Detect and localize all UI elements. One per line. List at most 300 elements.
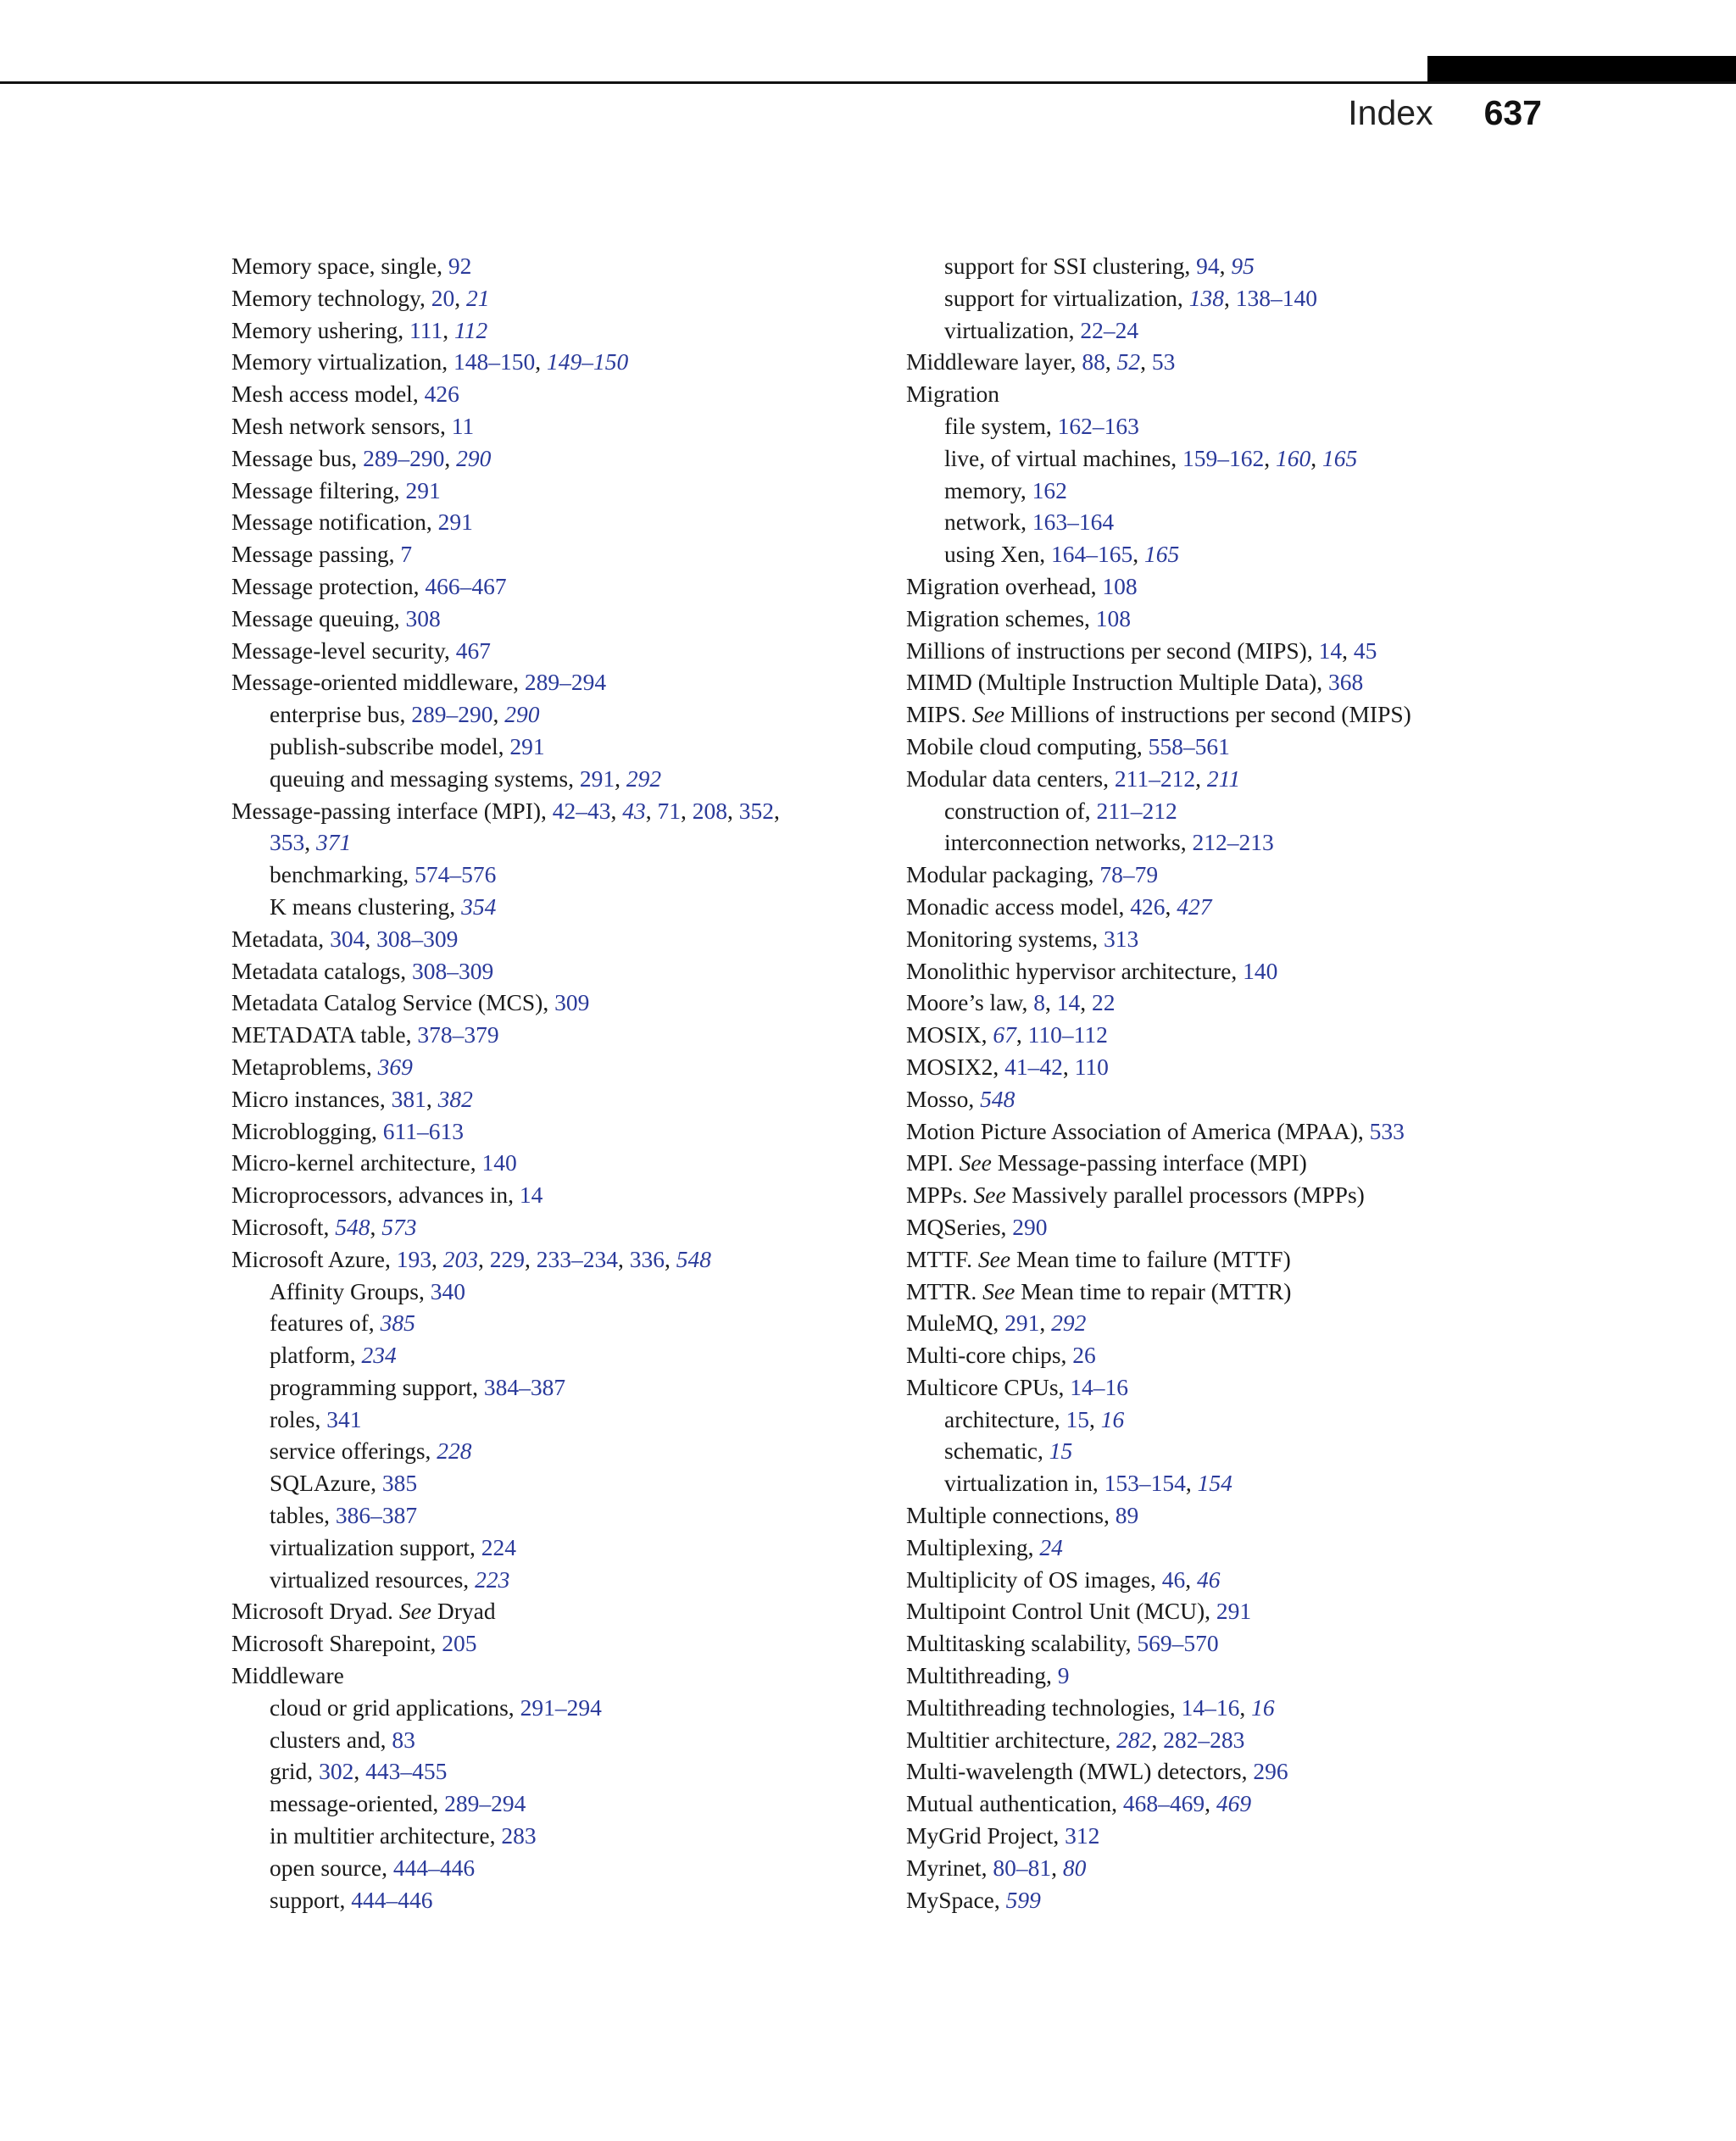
entry-text: support for virtualization,	[944, 284, 1189, 311]
page-reference-link[interactable]: 340	[430, 1277, 465, 1304]
page-reference-link[interactable]: 369	[377, 1053, 413, 1080]
page-reference-link[interactable]: 353	[270, 829, 305, 856]
index-subentry	[906, 282, 1533, 314]
index-subentry	[231, 1724, 859, 1756]
page-reference-link[interactable]: 16	[1251, 1693, 1275, 1721]
index-entry	[906, 1115, 1533, 1148]
page-reference-link[interactable]: 211–212	[1114, 765, 1196, 792]
page-reference-link[interactable]: 304	[330, 925, 365, 952]
entry-text: ,	[618, 1245, 630, 1272]
index-subentry	[231, 1532, 859, 1564]
index-entry	[231, 1051, 859, 1083]
entry-text: Message queuing,	[231, 604, 406, 631]
page-reference-link[interactable]: 211–212	[1096, 797, 1177, 824]
header-rule	[0, 81, 1736, 84]
entry-text: Millions of instructions per second (MIPS),	[906, 637, 1319, 664]
entry-text: schematic,	[944, 1438, 1049, 1465]
entry-text: ,	[525, 1245, 537, 1272]
page-reference-link[interactable]: 302	[319, 1758, 354, 1785]
page-reference-link[interactable]: 385	[380, 1310, 415, 1337]
page-reference-link[interactable]: 149–150	[546, 348, 629, 375]
entry-text: ,	[1310, 444, 1323, 471]
page-reference-link[interactable]: 205	[442, 1630, 477, 1657]
index-entry	[231, 282, 859, 314]
page-reference-link[interactable]: 8	[1033, 989, 1045, 1016]
entry-text: Migration	[906, 381, 999, 408]
index-entry	[906, 987, 1533, 1019]
page-reference-link[interactable]: 46	[1161, 1565, 1186, 1593]
page-reference-link[interactable]: 381	[391, 1085, 426, 1112]
page-reference-link[interactable]: 290	[1012, 1213, 1048, 1240]
page-reference-link[interactable]: 95	[1231, 253, 1255, 279]
page-reference-link[interactable]: 14–16	[1070, 1373, 1129, 1400]
page-reference-link[interactable]: 574–576	[415, 861, 497, 888]
entry-text: Modular data centers,	[906, 765, 1115, 792]
page-reference-link[interactable]: 110	[1074, 1053, 1109, 1080]
page-reference-link[interactable]: 154	[1197, 1470, 1232, 1497]
entry-text: MIPS.	[906, 701, 972, 728]
index-subentry	[231, 1307, 859, 1339]
entry-text: MIMD (Multiple Instruction Multiple Data),	[906, 669, 1328, 696]
index-entry	[231, 1115, 859, 1148]
page-reference-link[interactable]: 223	[475, 1565, 510, 1593]
entry-text: Mosso,	[906, 1085, 981, 1112]
entry-text: in multitier architecture,	[270, 1822, 502, 1849]
page-reference-link[interactable]: 203	[442, 1245, 478, 1272]
page-reference-link[interactable]: 289–294	[444, 1790, 526, 1817]
page-reference-link[interactable]: 159–162	[1182, 444, 1265, 471]
entry-text: queuing and messaging systems,	[270, 765, 580, 792]
page-reference-link[interactable]: 112	[454, 316, 488, 343]
entry-text: ,	[304, 829, 316, 856]
index-entry	[906, 1884, 1533, 1916]
page-reference-link[interactable]: 292	[1051, 1310, 1087, 1337]
index-entry	[231, 603, 859, 635]
page-reference-link[interactable]: 80–81	[993, 1854, 1052, 1881]
page-reference-link[interactable]: 92	[448, 253, 472, 279]
entry-text: ,	[1264, 444, 1277, 471]
page-reference-link[interactable]: 94	[1196, 253, 1220, 279]
page-reference-link[interactable]: 352	[738, 797, 775, 824]
entry-text: ,	[444, 444, 457, 471]
index-subentry	[231, 1339, 859, 1371]
index-entry	[231, 955, 859, 987]
index-column-right	[906, 250, 1533, 1916]
page-reference-link[interactable]: 45	[1353, 637, 1377, 664]
page-reference-link[interactable]: 15	[1049, 1438, 1073, 1465]
index-subentry	[231, 1564, 859, 1596]
page-reference-link[interactable]: 193	[396, 1245, 431, 1272]
entry-text: Myrinet,	[906, 1854, 993, 1881]
index-subentry	[231, 1276, 859, 1308]
entry-text: ,	[1239, 1693, 1252, 1721]
entry-text: MyGrid Project,	[906, 1822, 1066, 1849]
entry-text: Affinity Groups,	[270, 1277, 431, 1304]
page-reference-link[interactable]: 569–570	[1137, 1630, 1219, 1657]
page-reference-link[interactable]: 14	[1318, 637, 1343, 664]
page-reference-link[interactable]: 291	[405, 476, 441, 503]
entry-text: Migration schemes,	[906, 604, 1096, 631]
entry-text: Multitier architecture,	[906, 1726, 1117, 1753]
page-reference-link[interactable]: 368	[1327, 669, 1364, 696]
index-subentry	[231, 1820, 859, 1852]
index-entry	[906, 1532, 1533, 1564]
page-reference-link[interactable]: 14–16	[1181, 1693, 1240, 1721]
page-reference-link[interactable]: 89	[1115, 1502, 1139, 1529]
page-reference-link[interactable]: 165	[1322, 444, 1358, 471]
page-reference-link[interactable]: 208	[692, 797, 728, 824]
entry-text: Modular packaging,	[906, 861, 1100, 888]
entry-text: MuleMQ,	[906, 1310, 1005, 1337]
entry-text: using Xen,	[944, 541, 1052, 568]
index-subentry	[231, 1884, 859, 1916]
entry-text: MySpace,	[906, 1886, 1006, 1913]
section-title: Index	[1348, 93, 1433, 132]
page-reference-link[interactable]: 309	[554, 989, 590, 1016]
entry-text: Message-oriented middleware,	[231, 669, 525, 696]
entry-text: virtualized resources,	[270, 1565, 476, 1593]
page-reference-link[interactable]: 291–294	[520, 1693, 602, 1721]
page-reference-link[interactable]: 308	[405, 604, 441, 631]
index-entry	[231, 410, 859, 442]
entry-text: platform,	[270, 1342, 362, 1369]
index-entry	[906, 1692, 1533, 1724]
page-reference-link[interactable]: 426	[1130, 893, 1166, 920]
page-reference-link[interactable]: 21	[466, 284, 490, 311]
entry-text: Mesh access model,	[231, 381, 425, 408]
page-reference-link[interactable]: 371	[316, 829, 352, 856]
page-reference-link[interactable]: 292	[626, 765, 662, 792]
page-reference-link[interactable]: 282–283	[1163, 1726, 1245, 1753]
see-reference-label: See	[971, 701, 1005, 728]
entry-text: Memory ushering,	[231, 316, 410, 343]
entry-text: support for SSI clustering,	[944, 253, 1197, 279]
page-reference-link[interactable]: 308–309	[376, 925, 459, 952]
entry-text: Mesh network sensors,	[231, 412, 452, 439]
entry-text: Middleware	[231, 1662, 344, 1689]
index-subentry	[231, 891, 859, 923]
entry-text: Multi-wavelength (MWL) detectors,	[906, 1758, 1254, 1785]
page-reference-link[interactable]: 224	[481, 1533, 516, 1560]
entry-text: METADATA table,	[231, 1021, 418, 1048]
page-reference-link[interactable]: 14	[519, 1182, 543, 1209]
page-reference-link[interactable]: 80	[1062, 1854, 1087, 1881]
entry-text: ,	[364, 925, 377, 952]
entry-text: network,	[944, 509, 1032, 536]
index-subentry	[906, 538, 1533, 570]
entry-text: ,	[535, 348, 547, 375]
index-entry	[231, 923, 859, 955]
page-reference-link[interactable]: 164–165	[1051, 541, 1133, 568]
entry-text: message-oriented,	[270, 1790, 445, 1817]
entry-text: Message passing,	[231, 541, 401, 568]
entry-text: Micro-kernel architecture,	[231, 1149, 482, 1176]
index-entry	[906, 1211, 1533, 1243]
index-subentry	[906, 1435, 1533, 1467]
index-subentry	[906, 506, 1533, 538]
page-reference-link[interactable]: 148–150	[453, 348, 536, 375]
page-reference-link[interactable]: 469	[1216, 1790, 1252, 1817]
entry-text: Mean time to failure (MTTF)	[1010, 1245, 1291, 1272]
page-reference-link[interactable]: 153–154	[1104, 1470, 1186, 1497]
page-reference-link[interactable]: 282	[1116, 1726, 1152, 1753]
entry-text: ,	[681, 797, 693, 824]
page-reference-link[interactable]: 386–387	[335, 1502, 418, 1529]
page-reference-link[interactable]: 444–446	[392, 1854, 476, 1881]
see-reference-label: See	[977, 1245, 1011, 1272]
page-reference-link[interactable]: 444–446	[351, 1886, 433, 1913]
page-reference-link[interactable]: 291	[437, 509, 473, 536]
index-subentry	[231, 1755, 859, 1788]
page-reference-link[interactable]: 443–455	[365, 1758, 448, 1785]
page-reference-link[interactable]: 234	[361, 1342, 397, 1369]
entry-text: Message filtering,	[231, 476, 406, 503]
entry-text: ,	[1140, 348, 1152, 375]
index-subentry	[231, 1692, 859, 1724]
page-reference-link[interactable]: 466–467	[425, 572, 507, 599]
entry-text: ,	[1185, 1470, 1198, 1497]
page-reference-link[interactable]: 548	[335, 1213, 370, 1240]
page-reference-link[interactable]: 83	[392, 1726, 415, 1753]
index-entry	[231, 666, 859, 698]
page-reference-link[interactable]: 20	[431, 284, 455, 311]
entry-text: ,	[1051, 1854, 1063, 1881]
page-reference-link[interactable]: 52	[1116, 348, 1141, 375]
entry-text: grid,	[270, 1758, 320, 1785]
entry-text: ,	[1015, 1021, 1028, 1048]
entry-text: ,	[774, 797, 780, 824]
page-reference-link[interactable]: 385	[381, 1470, 418, 1497]
see-reference-label: See	[973, 1182, 1006, 1209]
page-reference-link[interactable]: 289–290	[411, 701, 493, 728]
page-reference-link[interactable]: 53	[1151, 348, 1176, 375]
entry-text: features of,	[270, 1310, 381, 1337]
page-reference-link[interactable]: 291	[509, 732, 545, 759]
page-reference-link[interactable]: 296	[1253, 1758, 1288, 1785]
entry-text: publish-subscribe model,	[270, 732, 510, 759]
index-entry	[906, 1051, 1533, 1083]
page-reference-link[interactable]: 558–561	[1148, 732, 1230, 759]
entry-text: MQSeries,	[906, 1213, 1013, 1240]
entry-text: architecture,	[944, 1405, 1066, 1432]
index-entry-continuation	[231, 826, 859, 859]
entry-text: cloud or grid applications,	[270, 1693, 520, 1721]
page-reference-link[interactable]: 382	[437, 1085, 473, 1112]
page-reference-link[interactable]: 7	[400, 541, 413, 568]
page-reference-link[interactable]: 88	[1082, 348, 1105, 375]
index-subentry	[906, 795, 1533, 827]
page-reference-link[interactable]: 140	[481, 1149, 517, 1176]
index-entry	[231, 635, 859, 667]
page-reference-link[interactable]: 15	[1066, 1405, 1090, 1432]
entry-text: Multiplexing,	[906, 1533, 1040, 1560]
entry-text: Memory technology,	[231, 284, 431, 311]
see-reference-label: See	[982, 1277, 1015, 1304]
page-reference-link[interactable]: 611–613	[382, 1117, 464, 1144]
entry-text: ,	[442, 316, 455, 343]
page-reference-link[interactable]: 108	[1102, 572, 1138, 599]
page-reference-link[interactable]: 67	[993, 1021, 1016, 1048]
entry-text: ,	[1151, 1726, 1164, 1753]
index-entry	[906, 1243, 1533, 1276]
page-reference-link[interactable]: 11	[451, 412, 475, 439]
index-subentry	[231, 859, 859, 891]
entry-text: Metadata Catalog Service (MCS),	[231, 989, 555, 1016]
entry-text: support,	[270, 1886, 352, 1913]
page-reference-link[interactable]: 283	[501, 1822, 537, 1849]
page-reference-link[interactable]: 165	[1144, 541, 1180, 568]
entry-text: SQLAzure,	[270, 1470, 382, 1497]
see-reference-label: See	[959, 1149, 992, 1176]
index-entry	[906, 1019, 1533, 1051]
page-reference-link[interactable]: 9	[1057, 1662, 1070, 1689]
entry-text: Multitasking scalability,	[906, 1630, 1138, 1657]
page-reference-link[interactable]: 162	[1032, 476, 1067, 503]
entry-text: Message-passing interface (MPI),	[231, 797, 553, 824]
entry-text: ,	[1089, 1405, 1101, 1432]
index-entry	[231, 1211, 859, 1243]
page-reference-link[interactable]: 46	[1196, 1565, 1221, 1593]
page-reference-link[interactable]: 160	[1276, 444, 1311, 471]
entry-text: ,	[1205, 1790, 1216, 1817]
index-entry	[906, 763, 1533, 795]
see-reference-label: See	[398, 1598, 431, 1625]
page-reference-link[interactable]: 229	[489, 1245, 525, 1272]
entry-text: ,	[727, 797, 739, 824]
page-reference-link[interactable]: 341	[326, 1405, 362, 1432]
page-reference-link[interactable]: 110–112	[1027, 1021, 1108, 1048]
index-subentry	[906, 475, 1533, 507]
page-reference-link[interactable]: 599	[1005, 1886, 1041, 1913]
page-reference-link[interactable]: 548	[676, 1245, 711, 1272]
entry-text: Microsoft Dryad.	[231, 1598, 399, 1625]
entry-text: benchmarking,	[270, 861, 415, 888]
page-reference-link[interactable]: 22–24	[1080, 316, 1139, 343]
index-entry	[906, 698, 1533, 731]
index-entry	[906, 1724, 1533, 1756]
page-reference-link[interactable]: 138–140	[1235, 284, 1317, 311]
page-reference-link[interactable]: 426	[424, 381, 459, 408]
page-reference-link[interactable]: 212–213	[1192, 829, 1274, 856]
page-reference-link[interactable]: 468–469	[1122, 1790, 1205, 1817]
page-reference-link[interactable]: 24	[1039, 1533, 1063, 1560]
page-reference-link[interactable]: 291	[1216, 1598, 1252, 1625]
entry-text: memory,	[944, 476, 1032, 503]
index-subentry	[231, 1371, 859, 1404]
index-entry	[906, 859, 1533, 891]
page-reference-link[interactable]: 22	[1091, 989, 1116, 1016]
page-reference-link[interactable]: 533	[1369, 1117, 1405, 1144]
page-reference-link[interactable]: 289–290	[363, 444, 445, 471]
entry-text: ,	[1132, 541, 1145, 568]
index-entry	[906, 1147, 1533, 1179]
entry-text: ,	[1185, 1565, 1197, 1593]
index-entry	[906, 1627, 1533, 1660]
entry-text: Monolithic hypervisor architecture,	[906, 957, 1244, 984]
page-reference-link[interactable]: 42–43	[552, 797, 611, 824]
page-reference-link[interactable]: 548	[980, 1085, 1015, 1112]
index-entry	[906, 1083, 1533, 1115]
page-reference-link[interactable]: 290	[456, 444, 492, 471]
entry-text: ,	[353, 1758, 366, 1785]
page-reference-link[interactable]: 354	[461, 893, 497, 920]
index-entry	[231, 795, 859, 827]
page-reference-link[interactable]: 163–164	[1032, 509, 1115, 536]
index-subentry	[231, 698, 859, 731]
entry-text: interconnection networks,	[944, 829, 1193, 856]
entry-text: Monadic access model,	[906, 893, 1131, 920]
index-entry	[231, 1147, 859, 1179]
page-reference-link[interactable]: 228	[437, 1438, 472, 1465]
page-reference-link[interactable]: 138	[1188, 284, 1224, 311]
page-number: 637	[1483, 93, 1542, 132]
index-entry	[231, 475, 859, 507]
page-reference-link[interactable]: 336	[629, 1245, 665, 1272]
entry-text: Dryad	[431, 1598, 496, 1625]
page-reference-link[interactable]: 573	[381, 1213, 417, 1240]
page-reference-link[interactable]: 14	[1056, 989, 1081, 1016]
page-reference-link[interactable]: 26	[1072, 1342, 1096, 1369]
index-entry	[231, 1019, 859, 1051]
page-reference-link[interactable]: 291	[579, 765, 615, 792]
page-reference-link[interactable]: 291	[1004, 1310, 1040, 1337]
page-reference-link[interactable]: 211	[1206, 765, 1241, 792]
index-entry	[231, 506, 859, 538]
index-entry	[231, 987, 859, 1019]
entry-text: ,	[1219, 253, 1232, 279]
index-entry	[906, 731, 1533, 763]
page-reference-link[interactable]: 312	[1065, 1822, 1100, 1849]
index-entry	[906, 1179, 1533, 1211]
index-entry	[231, 250, 859, 282]
page-reference-link[interactable]: 378–379	[417, 1021, 499, 1048]
page-reference-link[interactable]: 111	[409, 316, 443, 343]
page-reference-link[interactable]: 140	[1243, 957, 1278, 984]
page-reference-link[interactable]: 41–42	[1004, 1053, 1063, 1080]
page-reference-link[interactable]: 71	[657, 797, 682, 824]
index-entry	[906, 1276, 1533, 1308]
index-subentry	[906, 1467, 1533, 1499]
entry-text: Mutual authentication,	[906, 1790, 1123, 1817]
index-entry	[906, 1660, 1533, 1692]
index-subentry	[231, 1852, 859, 1884]
page-reference-link[interactable]: 427	[1177, 893, 1212, 920]
page-reference-link[interactable]: 78–79	[1099, 861, 1159, 888]
entry-text: ,	[1080, 989, 1092, 1016]
page-reference-link[interactable]: 233–234	[536, 1245, 618, 1272]
entry-text: Migration overhead,	[906, 572, 1103, 599]
running-head	[1348, 93, 1542, 144]
page-reference-link[interactable]: 43	[622, 797, 646, 824]
page-reference-link[interactable]: 290	[504, 701, 540, 728]
index-entry	[231, 1627, 859, 1660]
entry-text: tables,	[270, 1502, 336, 1529]
page-reference-link[interactable]: 308–309	[412, 957, 494, 984]
page-reference-link[interactable]: 467	[455, 637, 491, 664]
index-subentry	[231, 1404, 859, 1436]
page-reference-link[interactable]: 108	[1095, 604, 1132, 631]
entry-text: Millions of instructions per second (MIPS)	[1004, 701, 1411, 728]
page-reference-link[interactable]: 289–294	[524, 669, 607, 696]
entry-text: MTTR.	[906, 1277, 983, 1304]
page-reference-link[interactable]: 162–163	[1057, 412, 1139, 439]
index-column-left	[231, 250, 859, 1916]
page-reference-link[interactable]: 16	[1100, 1405, 1125, 1432]
page-reference-link[interactable]: 384–387	[483, 1373, 566, 1400]
index-subentry	[906, 314, 1533, 347]
index-subentry	[231, 1435, 859, 1467]
page-reference-link[interactable]: 313	[1104, 925, 1139, 952]
